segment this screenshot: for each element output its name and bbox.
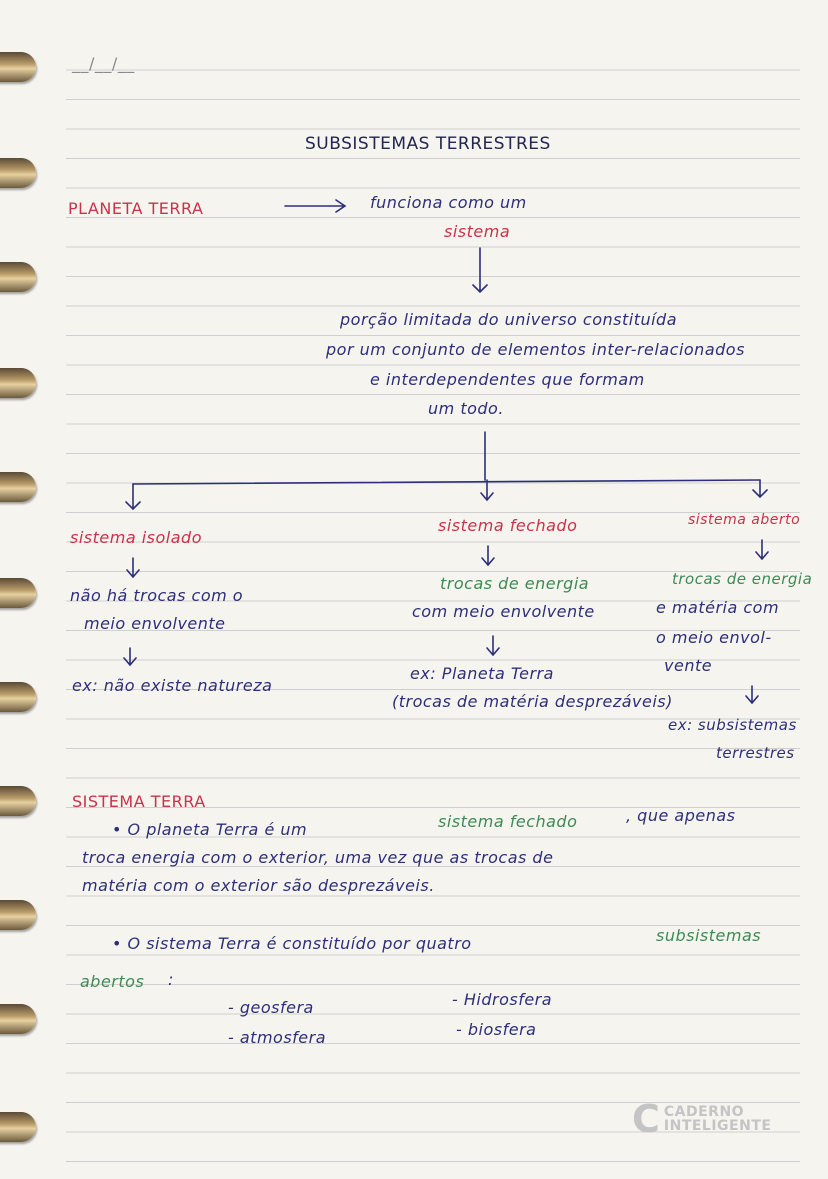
isolated-example: ex: não existe natureza bbox=[72, 676, 273, 695]
subsystem-item: - geosfera bbox=[228, 998, 314, 1017]
open-system-label: sistema aberto bbox=[688, 512, 801, 528]
binder-ring bbox=[0, 368, 36, 398]
earth-p1-line2: troca energia com o exterior, uma vez que as trocas de bbox=[82, 848, 554, 867]
subsystem-item: - Hidrosfera bbox=[452, 990, 553, 1009]
isolated-desc: meio envolvente bbox=[84, 614, 226, 633]
date-field: __/__/__ bbox=[72, 54, 135, 73]
earth-p1-closed: sistema fechado bbox=[438, 812, 578, 831]
earth-system-heading: SISTEMA TERRA bbox=[72, 792, 206, 811]
closed-desc: com meio envolvente bbox=[412, 602, 595, 621]
arrow-isolated bbox=[127, 558, 139, 577]
earth-p1-end: , que apenas bbox=[626, 806, 736, 825]
open-desc: trocas de energia bbox=[672, 570, 813, 588]
closed-example: ex: Planeta Terra bbox=[410, 664, 554, 683]
arrow-open-ex bbox=[746, 686, 758, 703]
earth-p2-open: abertos bbox=[80, 972, 145, 991]
binder-ring bbox=[0, 786, 36, 816]
logo-mark: C bbox=[632, 1097, 660, 1141]
planet-system-word: sistema bbox=[444, 222, 511, 241]
binder-ring bbox=[0, 472, 36, 502]
earth-p2-subsystems: subsistemas bbox=[656, 926, 762, 945]
subsystem-item: - atmosfera bbox=[228, 1028, 327, 1047]
open-desc: e matéria com bbox=[656, 598, 780, 617]
planet-label: PLANETA TERRA bbox=[68, 199, 204, 218]
open-desc: o meio envol- bbox=[656, 628, 772, 647]
page-title: SUBSISTEMAS TERRESTRES bbox=[305, 134, 551, 154]
open-example: terrestres bbox=[716, 744, 795, 762]
open-example: ex: subsistemas bbox=[668, 716, 797, 734]
closed-system-label: sistema fechado bbox=[438, 516, 578, 535]
closed-example: (trocas de matéria desprezáveis) bbox=[392, 692, 673, 711]
arrow-isolated-ex bbox=[124, 648, 136, 665]
binder-ring bbox=[0, 1112, 36, 1142]
open-desc: vente bbox=[664, 656, 713, 675]
binder-ring bbox=[0, 578, 36, 608]
tree-left-drop bbox=[126, 484, 140, 509]
isolated-system-label: sistema isolado bbox=[70, 528, 202, 547]
earth-p2-colon: : bbox=[168, 970, 174, 989]
arrow-open bbox=[756, 540, 768, 559]
earth-p2-start: • O sistema Terra é constituído por quatro bbox=[112, 934, 472, 953]
definition-line: por um conjunto de elementos inter-relacionados bbox=[326, 340, 745, 359]
planet-desc: funciona como um bbox=[370, 193, 527, 212]
subsystem-item: - biosfera bbox=[456, 1020, 537, 1039]
binder-ring bbox=[0, 262, 36, 292]
binder-ring bbox=[0, 682, 36, 712]
binder-ring bbox=[0, 158, 36, 188]
closed-desc: trocas de energia bbox=[440, 574, 590, 593]
arrow-closed-ex bbox=[487, 636, 499, 655]
isolated-desc: não há trocas com o bbox=[70, 586, 244, 605]
binder-ring bbox=[0, 1004, 36, 1034]
caderno-inteligente-logo bbox=[632, 1097, 772, 1141]
definition-line: um todo. bbox=[428, 399, 504, 418]
arrow-closed bbox=[482, 546, 494, 565]
logo-line-1: CADERNO bbox=[663, 1104, 745, 1120]
definition-line: e interdependentes que formam bbox=[370, 370, 645, 389]
binder-ring bbox=[0, 900, 36, 930]
arrow-planet-to-function bbox=[285, 200, 345, 212]
logo-line-2: INTELIGENTE bbox=[663, 1118, 772, 1134]
earth-p1-start: • O planeta Terra é um bbox=[112, 820, 308, 839]
arrow-system-to-definition bbox=[473, 248, 487, 292]
binder-ring bbox=[0, 52, 36, 82]
definition-line: porção limitada do universo constituída bbox=[340, 310, 678, 329]
earth-p1-line3: matéria com o exterior são desprezáveis. bbox=[82, 876, 435, 895]
